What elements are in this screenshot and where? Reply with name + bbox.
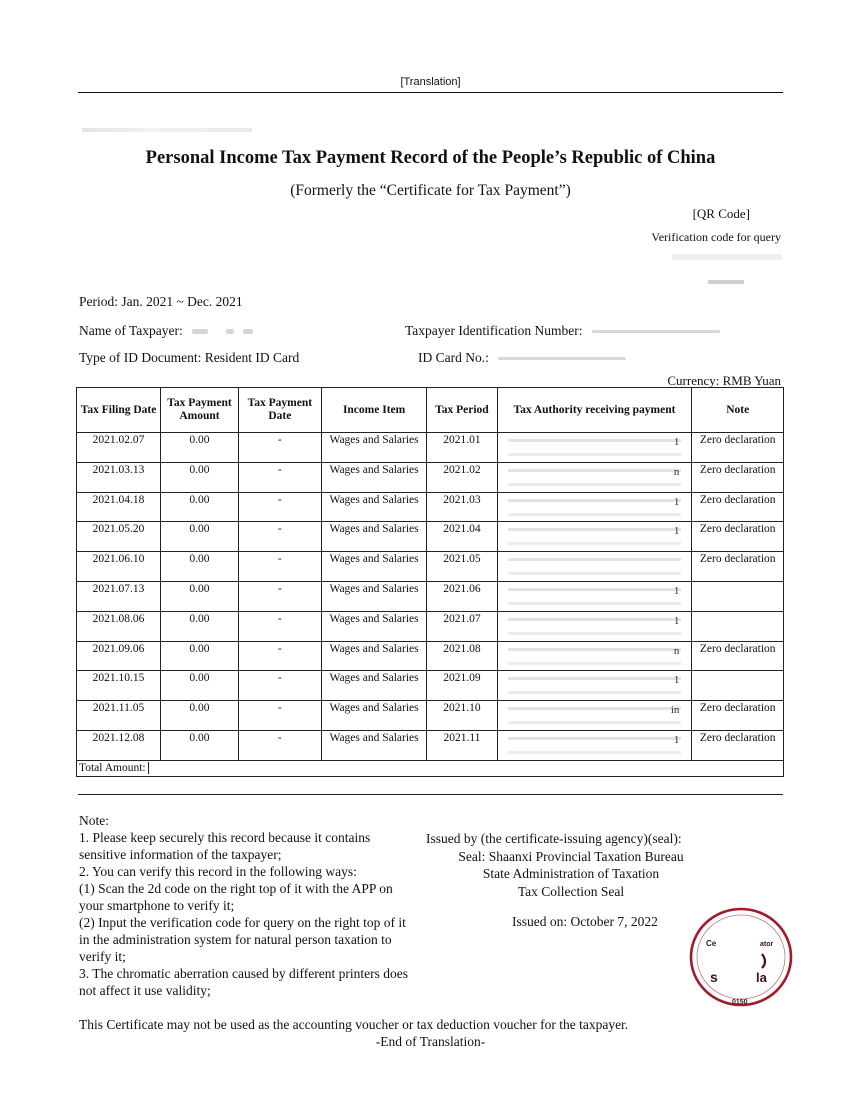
note-line-4: (2) Input the verification code for query on the right top of it in the administration system for natural person taxation to verify it; xyxy=(79,915,406,964)
note-cell: Zero declaration xyxy=(692,462,784,492)
taxpayer-name-label: Name of Taxpayer: xyxy=(79,323,183,338)
disclaimer-text: This Certificate may not be used as the accounting voucher or tax deduction voucher for the taxpayer. xyxy=(79,1017,629,1032)
income-item-cell: Wages and Salaries xyxy=(321,433,426,463)
svg-text:Ce: Ce xyxy=(706,939,717,948)
tax-payment-table xyxy=(76,387,784,777)
redacted-authority-line xyxy=(508,691,682,694)
payment-date-cell: - xyxy=(238,671,321,701)
filing-date-cell: 2021.09.06 xyxy=(77,641,161,671)
table-row xyxy=(77,641,784,671)
income-item-cell: Wages and Salaries xyxy=(321,522,426,552)
filing-date-cell: 2021.07.13 xyxy=(77,581,161,611)
amount-cell: 0.00 xyxy=(161,552,239,582)
note-line-3: (1) Scan the 2d code on the right top of it with the APP on your smartphone to verify it; xyxy=(79,881,393,913)
authority-visible-fragment: 1 xyxy=(673,733,680,746)
redacted-authority-line xyxy=(508,572,682,575)
svg-text:la: la xyxy=(756,970,767,985)
table-row xyxy=(77,611,784,641)
period-line: Period: Jan. 2021 ~ Dec. 2021 xyxy=(79,294,243,309)
issuing-agency-block xyxy=(426,830,716,900)
note-cell: Zero declaration xyxy=(692,522,784,552)
authority-cell xyxy=(497,671,692,701)
tax-period-cell: 2021.03 xyxy=(427,492,497,522)
svg-text:s: s xyxy=(710,969,718,985)
id-number-line xyxy=(418,350,626,366)
income-item-cell: Wages and Salaries xyxy=(321,730,426,760)
authority-cell xyxy=(497,552,692,582)
filing-date-cell: 2021.10.15 xyxy=(77,671,161,701)
authority-cell xyxy=(497,581,692,611)
tax-period-cell: 2021.10 xyxy=(427,701,497,731)
total-cell xyxy=(77,760,784,776)
redacted-name xyxy=(192,329,208,334)
authority-cell xyxy=(497,492,692,522)
col-header-filing-date: Tax Filing Date xyxy=(77,388,161,433)
col-header-authority: Tax Authority receiving payment xyxy=(497,388,692,433)
income-item-cell: Wages and Salaries xyxy=(321,671,426,701)
filing-date-cell: 2021.06.10 xyxy=(77,552,161,582)
authority-visible-fragment: 1 xyxy=(673,495,680,508)
filing-date-cell: 2021.03.13 xyxy=(77,462,161,492)
note-cell xyxy=(692,581,784,611)
amount-cell: 0.00 xyxy=(161,611,239,641)
authority-visible-fragment: 1 xyxy=(673,525,680,538)
table-row xyxy=(77,552,784,582)
note-line-2: 2. You can verify this record in the following ways: xyxy=(79,864,357,879)
redacted-authority-line xyxy=(508,483,682,486)
payment-date-cell: - xyxy=(238,701,321,731)
income-item-cell: Wages and Salaries xyxy=(321,552,426,582)
col-header-payment-date: Tax Payment Date xyxy=(238,388,321,433)
redacted-verification-code xyxy=(672,254,782,260)
notes-heading: Note: xyxy=(79,813,109,828)
authority-visible-fragment: 1 xyxy=(673,614,680,627)
payment-date-cell: - xyxy=(238,522,321,552)
authority-cell xyxy=(497,611,692,641)
authority-cell xyxy=(497,730,692,760)
filing-date-cell: 2021.08.06 xyxy=(77,611,161,641)
redacted-authority-line xyxy=(508,707,682,710)
tax-period-cell: 2021.02 xyxy=(427,462,497,492)
total-divider xyxy=(148,762,149,774)
issued-date: Issued on: October 7, 2022 xyxy=(512,914,658,929)
redacted-authority-line xyxy=(508,677,682,680)
col-header-note: Note xyxy=(692,388,784,433)
amount-cell: 0.00 xyxy=(161,492,239,522)
authority-cell xyxy=(497,701,692,731)
redacted-authority-line xyxy=(508,469,682,472)
authority-cell xyxy=(497,641,692,671)
payment-date-cell: - xyxy=(238,581,321,611)
authority-visible-fragment: n xyxy=(673,644,680,657)
filing-date-cell: 2021.02.07 xyxy=(77,433,161,463)
amount-cell: 0.00 xyxy=(161,433,239,463)
amount-cell: 0.00 xyxy=(161,462,239,492)
tax-period-cell: 2021.05 xyxy=(427,552,497,582)
amount-cell: 0.00 xyxy=(161,522,239,552)
redacted-tin xyxy=(592,330,720,333)
amount-cell: 0.00 xyxy=(161,671,239,701)
seal-line-2: State Administration of Taxation xyxy=(482,866,660,881)
authority-visible-fragment: 1 xyxy=(673,584,680,597)
svg-text:ator: ator xyxy=(760,941,774,948)
issued-by-label: Issued by (the certificate-issuing agency)(seal): xyxy=(426,831,682,846)
tin-line xyxy=(405,323,720,339)
payment-date-cell: - xyxy=(238,492,321,522)
redacted-authority-line xyxy=(508,542,682,545)
id-type-line: Type of ID Document: Resident ID Card xyxy=(79,350,300,365)
authority-cell xyxy=(497,522,692,552)
redacted-authority-line xyxy=(508,558,682,561)
income-item-cell: Wages and Salaries xyxy=(321,701,426,731)
authority-visible-fragment: in xyxy=(670,704,680,717)
redacted-authority-line xyxy=(508,648,682,651)
filing-date-cell: 2021.11.05 xyxy=(77,701,161,731)
tax-period-cell: 2021.04 xyxy=(427,522,497,552)
tax-period-cell: 2021.07 xyxy=(427,611,497,641)
table-row xyxy=(77,522,784,552)
authority-cell xyxy=(497,433,692,463)
note-line-5: 3. The chromatic aberration caused by different printers does not affect it use validity; xyxy=(79,966,409,998)
income-item-cell: Wages and Salaries xyxy=(321,581,426,611)
filing-date-cell: 2021.05.20 xyxy=(77,522,161,552)
filing-date-cell: 2021.04.18 xyxy=(77,492,161,522)
redacted-authority-line xyxy=(508,528,682,531)
notes-block xyxy=(79,812,419,999)
redacted-authority-line xyxy=(508,737,682,740)
tax-period-cell: 2021.08 xyxy=(427,641,497,671)
header-rule xyxy=(78,92,783,93)
redacted-authority-line xyxy=(508,602,682,605)
redacted-authority-line xyxy=(508,499,682,502)
redacted-authority-line xyxy=(508,588,682,591)
id-number-label: ID Card No.: xyxy=(418,350,489,365)
tax-period-cell: 2021.09 xyxy=(427,671,497,701)
filing-date-cell: 2021.12.08 xyxy=(77,730,161,760)
table-row xyxy=(77,671,784,701)
authority-visible-fragment: 1 xyxy=(673,436,680,448)
redacted-header-text xyxy=(82,128,252,132)
official-seal-stamp xyxy=(684,904,798,1010)
table-row xyxy=(77,462,784,492)
redacted-verification-code-tail xyxy=(708,280,744,284)
seal-line-1: Seal: Shaanxi Provincial Taxation Bureau xyxy=(458,848,684,864)
tax-period-cell: 2021.06 xyxy=(427,581,497,611)
payment-date-cell: - xyxy=(238,433,321,463)
amount-cell: 0.00 xyxy=(161,581,239,611)
income-item-cell: Wages and Salaries xyxy=(321,641,426,671)
redacted-name-2 xyxy=(226,329,234,334)
col-header-amount: Tax Payment Amount xyxy=(161,388,239,433)
table-row xyxy=(77,581,784,611)
table-row xyxy=(77,433,784,463)
amount-cell: 0.00 xyxy=(161,730,239,760)
svg-text:0150: 0150 xyxy=(732,999,748,1006)
table-row xyxy=(77,492,784,522)
table-row xyxy=(77,730,784,760)
authority-cell xyxy=(497,462,692,492)
redacted-authority-line xyxy=(508,513,682,516)
currency-label: Currency: RMB Yuan xyxy=(667,373,781,388)
table-body xyxy=(77,433,784,761)
note-cell: Zero declaration xyxy=(692,701,784,731)
redacted-authority-line xyxy=(508,751,682,754)
total-row xyxy=(77,760,784,776)
table-row xyxy=(77,701,784,731)
verification-label: Verification code for query xyxy=(651,230,781,244)
note-cell xyxy=(692,611,784,641)
redacted-authority-line xyxy=(508,632,682,635)
redacted-authority-line xyxy=(508,453,682,456)
seal-line-3: Tax Collection Seal xyxy=(517,883,625,899)
tin-label: Taxpayer Identification Number: xyxy=(405,323,583,338)
total-label: Total Amount: xyxy=(79,761,146,774)
qr-code-label: [QR Code] xyxy=(692,206,750,221)
note-cell: Zero declaration xyxy=(692,730,784,760)
redacted-authority-line xyxy=(508,618,682,621)
note-cell: Zero declaration xyxy=(692,433,784,463)
note-line-1: 1. Please keep securely this record because it contains sensitive information of the taxpayer; xyxy=(79,830,371,862)
col-header-tax-period: Tax Period xyxy=(427,388,497,433)
income-item-cell: Wages and Salaries xyxy=(321,611,426,641)
note-cell: Zero declaration xyxy=(692,492,784,522)
note-cell xyxy=(692,671,784,701)
payment-date-cell: - xyxy=(238,730,321,760)
taxpayer-name-line xyxy=(79,323,253,339)
amount-cell: 0.00 xyxy=(161,641,239,671)
redacted-name-3 xyxy=(243,329,253,334)
document-subtitle: (Formerly the “Certificate for Tax Payment”) xyxy=(290,182,571,199)
payment-date-cell: - xyxy=(238,611,321,641)
translation-label: [Translation] xyxy=(400,76,461,88)
income-item-cell: Wages and Salaries xyxy=(321,462,426,492)
redacted-id-number xyxy=(498,357,626,360)
document-title: Personal Income Tax Payment Record of the People’s Republic of China xyxy=(145,148,716,168)
redacted-authority-line xyxy=(508,721,682,724)
end-of-translation: -End of Translation- xyxy=(375,1034,486,1049)
amount-cell: 0.00 xyxy=(161,701,239,731)
redacted-authority-line xyxy=(508,662,682,665)
income-item-cell: Wages and Salaries xyxy=(321,492,426,522)
payment-date-cell: - xyxy=(238,462,321,492)
authority-visible-fragment: 1 xyxy=(673,674,680,687)
tax-period-cell: 2021.11 xyxy=(427,730,497,760)
payment-date-cell: - xyxy=(238,641,321,671)
col-header-income-item: Income Item xyxy=(321,388,426,433)
payment-date-cell: - xyxy=(238,552,321,582)
note-cell: Zero declaration xyxy=(692,552,784,582)
note-cell: Zero declaration xyxy=(692,641,784,671)
table-header-row xyxy=(77,388,784,433)
authority-visible-fragment: n xyxy=(673,465,680,478)
footer-rule xyxy=(78,794,783,795)
redacted-authority-line xyxy=(508,439,682,442)
tax-period-cell: 2021.01 xyxy=(427,433,497,463)
